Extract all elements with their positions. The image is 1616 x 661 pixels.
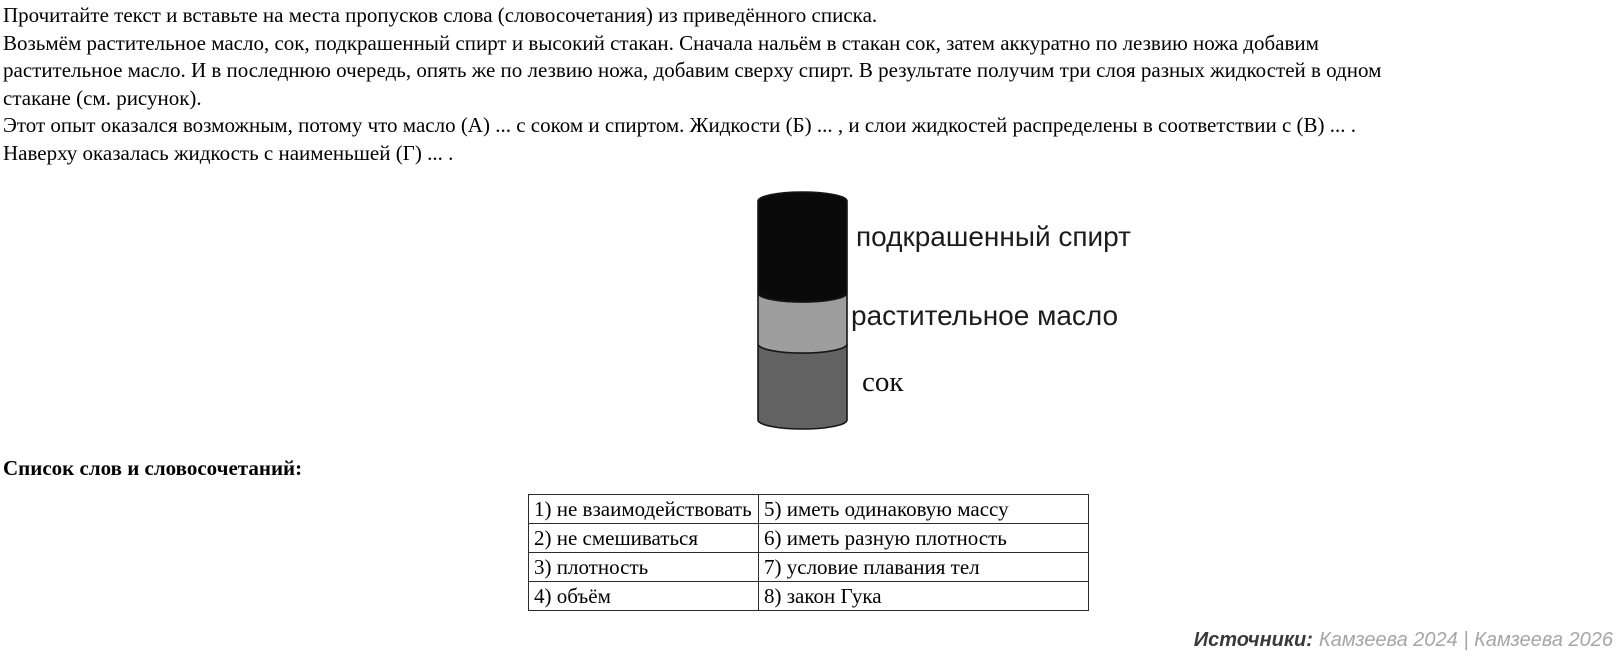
task-line-6: Наверху оказалась жидкость с наименьшей (Г) ... . (3, 140, 454, 165)
task-line-3: растительное масло. И в последнюю очередь, опять же по лезвию ножа, добавим сверху спирт. В результате получим три слоя разных жидкостей в одном (3, 58, 1382, 83)
word-list-heading: Список слов и словосочетаний: (3, 456, 303, 480)
word-option-5: 5) иметь одинаковую массу (759, 495, 1089, 524)
glass-diagram (753, 187, 853, 439)
word-option-3: 3) плотность (529, 553, 759, 582)
task-line-4: стакане (см. рисунок). (3, 85, 202, 110)
spirit-layer-label: подкрашенный спирт (856, 221, 1131, 252)
word-option-1: 1) не взаимодействовать (529, 495, 759, 524)
word-option-2: 2) не смешиваться (529, 524, 759, 553)
oil-layer-label: растительное масло (851, 300, 1119, 331)
sources-names: Камзеева 2024 | Камзеева 2026 (1318, 629, 1613, 651)
word-table (528, 494, 1089, 611)
word-option-8: 8) закон Гука (759, 582, 1089, 611)
sources-label: Источники: (1193, 629, 1313, 651)
word-table-row (529, 524, 1089, 553)
word-option-6: 6) иметь разную плотность (759, 524, 1089, 553)
word-table-row (529, 582, 1089, 611)
spirit-layer-shape (758, 192, 847, 302)
word-option-4: 4) объём (529, 582, 759, 611)
task-line-2: Возьмём растительное масло, сок, подкрашенный спирт и высокий стакан. Сначала нальём в стакан сок, затем аккуратно по лезвию ножа добавим (3, 30, 1319, 55)
word-table-row (529, 553, 1089, 582)
word-option-7: 7) условие плавания тел (759, 553, 1089, 582)
sources-footer (1194, 629, 1613, 652)
task-line-1: Прочитайте текст и вставьте на места пропусков слова (словосочетания) из приведённого списка. (3, 3, 878, 27)
juice-layer-label: сок (862, 366, 904, 398)
task-line-5: Этот опыт оказался возможным, потому что масло (А) ... с соком и спиртом. Жидкости (Б) ... , и слои жидкостей распределены в соответствии с (В) ... . (3, 113, 1357, 138)
juice-layer-shape (758, 344, 847, 429)
task-text (3, 2, 1603, 168)
word-table-row (529, 495, 1089, 524)
